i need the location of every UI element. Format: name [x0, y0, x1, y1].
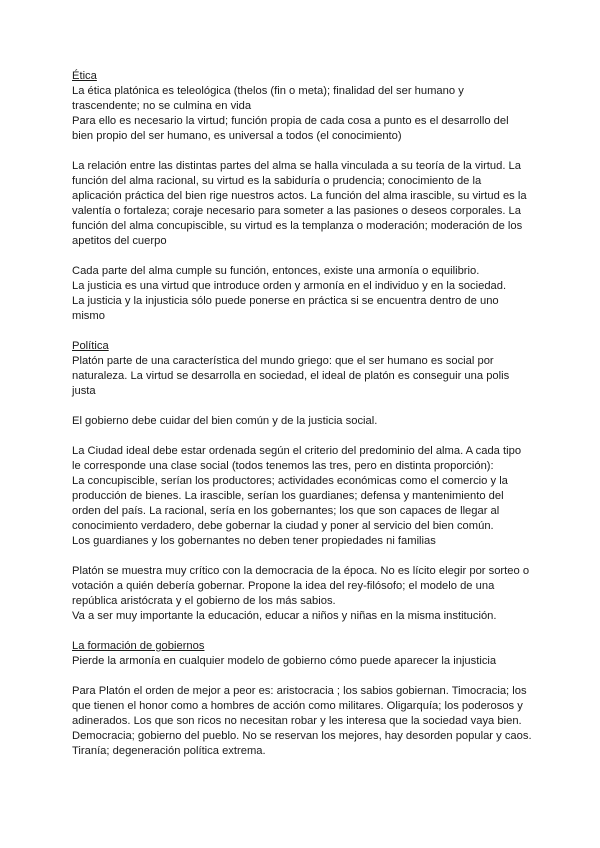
justicia-line-3: La justicia y la injusticia sólo puede ponerse en práctica si se encuentra dentro de uno mismo — [72, 295, 499, 322]
paragraph-alma: La relación entre las distintas partes del alma se halla vinculada a su teoría de la virtud. La función del alma racional, su virtud es la sabiduría o prudencia; conocimiento de la aplicación práctica del bien rige nuestros actos. La función del alma irascible, su virtud es la valentía o fortaleza; coraje necesario para someter a las pasiones o deseos corporales. La función del alma concupiscible, su virtud es la templanza o moderación; moderación de los apetitos del cuerpo — [72, 160, 527, 247]
justicia-line-1: Cada parte del alma cumple su función, entonces, existe una armonía o equilibrio. — [72, 265, 480, 277]
democracia-line-1: Platón se muestra muy crítico con la democracia de la época. No es lícito elegir por sorteo o votación a quién debería gobernar. Propone la idea del rey-filósofo; el modelo de una república aristócrata y el gobierno de los más sabios. — [72, 565, 530, 607]
paragraph-orden-gobiernos: Para Platón el orden de mejor a peor es: aristocracia ; los sabios gobiernan. Timocracia; los que tienen el honor como a hombres de acción como militares. Oligarquía; los poderosos y adinerados. Los que son ricos no necesitan robar y les interesa que la sociedad vaya bien. Democracia; gobierno del pueblo. No se reservan los mejores, hay desorden popular y caos. Tiranía; degeneración política extrema. — [72, 685, 532, 757]
spacer — [72, 144, 532, 159]
spacer — [72, 624, 532, 639]
paragraph-gobierno: El gobierno debe cuidar del bien común y de la justicia social. — [72, 415, 378, 427]
heading-politica: Política — [72, 340, 109, 352]
heading-etica: Ética — [72, 70, 97, 82]
justicia-line-2: La justicia es una virtud que introduce orden y armonía en el individuo y en la sociedad. — [72, 280, 507, 292]
ciudad-line-1: La Ciudad ideal debe estar ordenada según el criterio del predominio del alma. A cada tipo le corresponde una clase social (todos tenemos las tres, pero en distinta proporción): — [72, 445, 522, 472]
ciudad-line-3: Los guardianes y los gobernantes no deben tener propiedades ni familias — [72, 535, 436, 547]
spacer — [72, 324, 532, 339]
spacer — [72, 669, 532, 684]
ciudad-line-2: La concupiscible, serían los productores; actividades económicas como el comercio y la producción de bienes. La irascible, serían los guardianes; defensa y mantenimiento del orden del país. La racional, sería en los gobernantes; los que son capaces de llegar al conocimiento verdadero, debe gobernar la ciudad y poner al servicio del bien común. — [72, 475, 508, 532]
spacer — [72, 399, 532, 414]
etica-line-1: La ética platónica es teleológica (thelos (fin o meta); finalidad del ser humano y trascendente; no se culmina en vida — [72, 85, 464, 112]
paragraph-politica-intro: Platón parte de una característica del mundo griego: que el ser humano es social por naturaleza. La virtud se desarrolla en sociedad, el ideal de platón es conseguir una polis justa — [72, 355, 510, 397]
etica-line-2: Para ello es necesario la virtud; función propia de cada cosa a punto es el desarrollo del bien propio del ser humano, es universal a todos (el conocimiento) — [72, 115, 509, 142]
paragraph-gobiernos-intro: Pierde la armonía en cualquier modelo de gobierno cómo puede aparecer la injusticia — [72, 655, 497, 667]
heading-gobiernos: La formación de gobiernos — [72, 640, 205, 652]
spacer — [72, 249, 532, 264]
democracia-line-2: Va a ser muy importante la educación, educar a niños y niñas en la misma institución. — [72, 610, 497, 622]
spacer — [72, 549, 532, 564]
document-page — [72, 69, 532, 759]
spacer — [72, 429, 532, 444]
